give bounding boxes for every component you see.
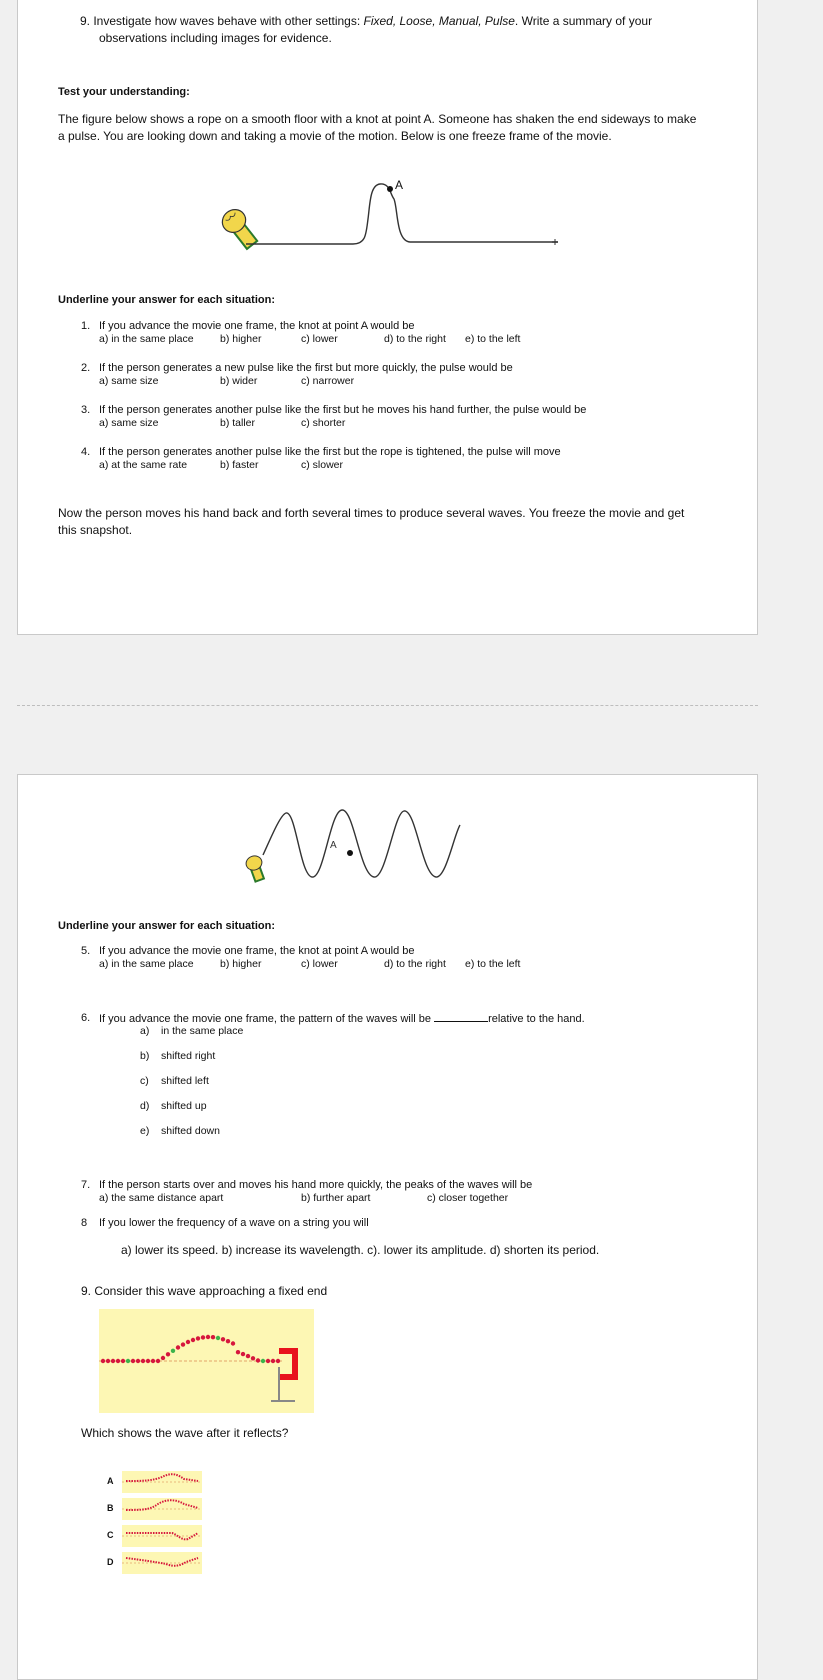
item-9-instruction-line2: observations including images for evidence. [99,31,332,45]
q9-text: 9. Consider this wave approaching a fixed end [81,1284,328,1298]
test-heading: Test your understanding: [58,86,190,98]
q6-option-e[interactable]: shifted down [161,1125,220,1137]
bead [266,1359,270,1363]
reflect-question: Which shows the wave after it reflects? [81,1426,289,1440]
q4-number: 4. [81,446,91,458]
q6-text: If you advance the movie one frame, the pattern of the waves will be relative to the hand. [99,1013,585,1025]
bead [151,1359,155,1363]
bead [106,1359,110,1363]
q6-option-e-letter: e) [140,1125,150,1137]
q5-option-b[interactable]: b) higher [220,958,262,970]
q1-option-a[interactable]: a) in the same place [99,333,194,345]
q7-text: If the person starts over and moves his hand more quickly, the peaks of the waves will be [99,1179,533,1191]
bead [241,1352,245,1356]
bead [116,1359,120,1363]
bead [236,1350,240,1354]
document-page-1 [17,0,758,635]
q1-option-d[interactable]: d) to the right [384,333,446,345]
intro-line-2: a pulse. You are looking down and taking a movie of the motion. Below is one freeze frame of the movie. [58,129,612,143]
q2-option-a[interactable]: a) same size [99,375,159,387]
q6-option-d[interactable]: shifted up [161,1100,207,1112]
q1-option-b[interactable]: b) higher [220,333,262,345]
q6-option-a[interactable]: in the same place [161,1025,244,1037]
q6-option-c[interactable]: shifted left [161,1075,209,1087]
q3-number: 3. [81,404,91,416]
choice-c-label: C [107,1530,114,1540]
q8-text: If you lower the frequency of a wave on a string you will [99,1217,369,1229]
q5-number: 5. [81,945,91,957]
q4-option-a[interactable]: a) at the same rate [99,459,188,471]
q7-option-b[interactable]: b) further apart [301,1192,371,1204]
rope-waves-figure [18,775,759,895]
q1-number: 1. [81,320,91,332]
bead [156,1359,160,1363]
hand-icon [244,854,268,883]
bead [231,1341,235,1345]
hand-icon [218,205,262,252]
q6-option-b[interactable]: shifted right [161,1050,216,1062]
knot-a-marker [347,850,353,856]
wave-approaching-fixed-end-image [99,1309,314,1413]
q6-option-b-letter: b) [140,1050,150,1062]
rope-line [246,184,558,244]
bead [111,1359,115,1363]
q2-option-b[interactable]: b) wider [220,375,258,387]
q5-option-a[interactable]: a) in the same place [99,958,194,970]
bead [211,1335,215,1339]
q6-option-c-letter: c) [140,1075,149,1087]
q5-text: If you advance the movie one frame, the knot at point A would be [99,945,415,957]
choice-b-image[interactable] [122,1498,202,1520]
bead [206,1335,210,1339]
q3-option-b[interactable]: b) taller [220,417,256,429]
choice-b-label: B [107,1503,114,1513]
bead [246,1354,250,1358]
outro-line-2: this snapshot. [58,523,133,537]
bead [121,1359,125,1363]
bead [256,1358,260,1362]
answer-blank[interactable] [434,1011,488,1022]
q1-option-e[interactable]: e) to the left [465,333,521,345]
bead [276,1359,280,1363]
choice-d-label: D [107,1557,114,1567]
q8-options: a) lower its speed. b) increase its wavelength. c). lower its amplitude. d) shorten its period. [121,1243,600,1257]
q5-option-c[interactable]: c) lower [301,958,338,970]
bead [171,1349,175,1353]
choice-d-image[interactable] [122,1552,202,1574]
q6-option-d-letter: d) [140,1100,150,1112]
q8-number: 8 [81,1217,88,1229]
choice-c-image[interactable] [122,1525,202,1547]
q6-option-a-letter: a) [140,1025,150,1037]
q4-option-c[interactable]: c) slower [301,459,344,471]
bead [191,1338,195,1342]
bead [216,1336,220,1340]
q4-text: If the person generates another pulse like the first but the rope is tightened, the pulse will move [99,446,561,458]
q2-text: If the person generates a new pulse like the first but more quickly, the pulse would be [99,362,513,374]
bead [161,1356,165,1360]
figure-label-a: A [330,840,337,851]
q2-option-c[interactable]: c) narrower [301,375,355,387]
q5-option-e[interactable]: e) to the left [465,958,521,970]
outro-line-1: Now the person moves his hand back and forth several times to produce several waves. You freeze the movie and get [58,506,685,520]
rope-pulse-figure [18,0,759,289]
bead [146,1359,150,1363]
bead [101,1359,105,1363]
bead [226,1339,230,1343]
bead [186,1340,190,1344]
underline-heading-2: Underline your answer for each situation: [58,920,275,932]
knot-a-marker [387,186,393,192]
q1-option-c[interactable]: c) lower [301,333,338,345]
choice-a-label: A [107,1476,114,1486]
bead [136,1359,140,1363]
bead [181,1342,185,1346]
q6-number: 6. [81,1012,91,1024]
q7-option-a[interactable]: a) the same distance apart [99,1192,224,1204]
q4-option-b[interactable]: b) faster [220,459,259,471]
q5-option-d[interactable]: d) to the right [384,958,446,970]
underline-heading-1: Underline your answer for each situation: [58,294,275,306]
bead [221,1337,225,1341]
bead [131,1359,135,1363]
scrollbar-track[interactable] [808,0,823,1672]
figure-label-a: A [395,178,404,192]
bead [271,1359,275,1363]
bead [196,1336,200,1340]
bead [126,1359,130,1363]
q3-option-a[interactable]: a) same size [99,417,159,429]
item-9-instruction: 9. Investigate how waves behave with other settings: Fixed, Loose, Manual, Pulse. Write a summary of your [80,14,653,28]
bead [141,1359,145,1363]
q7-option-c[interactable]: c) closer together [427,1192,509,1204]
bead [201,1335,205,1339]
q3-text: If the person generates another pulse like the first but he moves his hand further, the pulse would be [99,404,587,416]
page-separator [17,705,758,706]
item-9-settings: Fixed, Loose, Manual, Pulse [363,14,515,28]
bead [176,1345,180,1349]
q7-number: 7. [81,1179,91,1191]
q3-option-c[interactable]: c) shorter [301,417,346,429]
document-page-2 [17,774,758,1680]
intro-line-1: The figure below shows a rope on a smooth floor with a knot at point A. Someone has shaken the end sideways to make [58,112,697,126]
bead [166,1352,170,1356]
bead [261,1359,265,1363]
choice-a-image[interactable] [122,1471,202,1493]
q1-text: If you advance the movie one frame, the knot at point A would be [99,320,415,332]
q2-number: 2. [81,362,91,374]
wave-line [263,810,460,877]
bead [251,1356,255,1360]
